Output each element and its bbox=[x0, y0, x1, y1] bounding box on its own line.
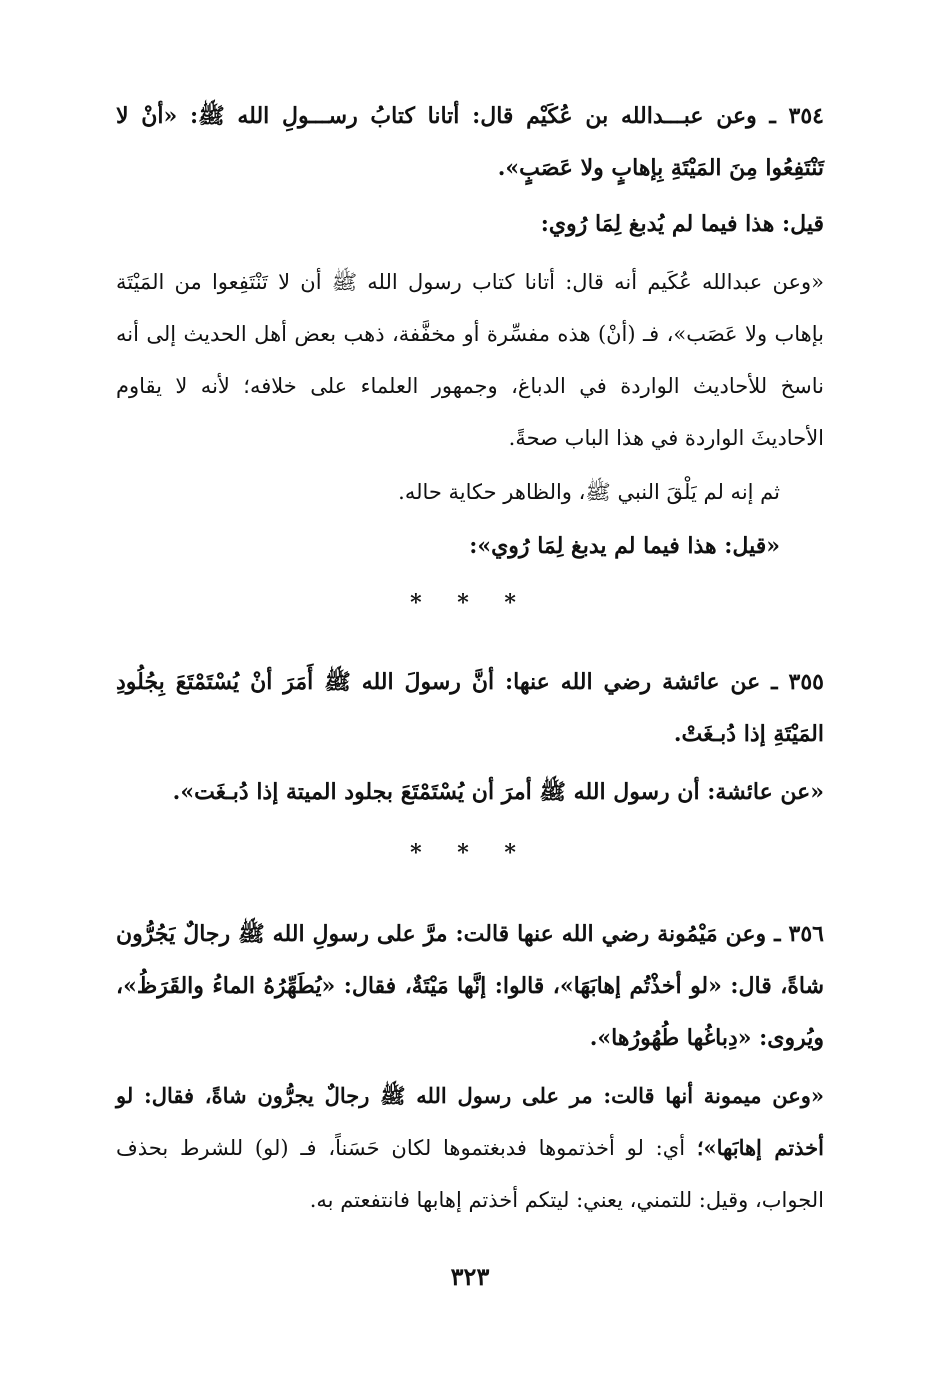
qil2-line: «قيل: هذا فيما لم يدبغ لِمَا رُوي»: bbox=[469, 533, 780, 559]
commentary-quote: «وعن ميمونة أنها قالت: مر على رسول الله ﷺ رجالٌ يجرُّون شاةً، فقال: لو أخذتم إهابَها»؛ bbox=[116, 1083, 824, 1160]
page-number: ٣٢٣ bbox=[450, 1262, 490, 1291]
hadith-356-commentary bbox=[116, 1070, 824, 1226]
hadith-354-qil bbox=[116, 198, 824, 250]
hadith-354-qil2 bbox=[116, 520, 780, 572]
hadith-355 bbox=[116, 656, 824, 760]
commentary-text: «وعن عبدالله عُكَيم أنه قال: أتانا كتاب رسول الله ﷺ أن لا تَنْتَفِعوا من المَيْتَة بإهاب ولا عَصَب»، فـ (أنْ) هذه مفسِّرة أو مخفَّفة، ذهب بعض أهل الحديث إلى أنه ناسخ للأحاديث الواردة في الدباغ، وجمهور العلماء على خلافه؛ لأنه لا يقاوم الأحاديثَ الواردة في هذا الباب صحةً. bbox=[116, 270, 824, 450]
hadith-354-commentary bbox=[116, 256, 824, 464]
hadith-355-commentary bbox=[116, 766, 824, 818]
hadith-356-commentary-text bbox=[116, 1070, 824, 1226]
hadith-354-thumma bbox=[116, 466, 780, 518]
hadith-355-text: ٣٥٥ ـ عن عائشة رضي الله عنها: أنَّ رسولَ الله ﷺ أَمَرَ أنْ يُسْتَمْتَعَ بِجُلُودِ المَيْتَةِ إذا دُبـغَتْ. bbox=[116, 669, 824, 747]
hadith-354-text: ٣٥٤ ـ وعن عبـــدالله بن عُكَيْم قال: أتانا كتابُ رســـولِ الله ﷺ: «أنْ لا تَنْتَفِعُوا مِنَ المَيْتَةِ بِإهابٍ ولا عَصَبٍ». bbox=[116, 103, 824, 181]
hadith-354 bbox=[116, 90, 824, 194]
qil-line: قيل: هذا فيما لم يُدبغ لِمَا رُوي: bbox=[540, 211, 824, 237]
thumma-line: ثم إنه لم يَلْقَ النبي ﷺ، والظاهر حكاية حاله. bbox=[398, 480, 780, 504]
section-separator: * * * bbox=[410, 590, 530, 616]
section-separator: * * * bbox=[410, 840, 530, 866]
hadith-355-commentary-text: «عن عائشة: أن رسول الله ﷺ أمرَ أن يُسْتَمْتَعَ بجلود الميتة إذا دُبـغَت». bbox=[172, 779, 824, 805]
commentary-explanation: أي: لو أخذتموها فدبغتموها لكان حَسَناً، فـ (لو) للشرط بحذف الجواب، وقيل: للتمني، يعني: ليتكم أخذتم إهابها فانتفعتم به. bbox=[116, 1136, 824, 1212]
hadith-356-text: ٣٥٦ ـ وعن مَيْمُونة رضي الله عنها قالت: مرَّ على رسولِ الله ﷺ رجالٌ يَجُرُّون شاةً، قال: «لو أخذْتُم إهابَهَا»، قالوا: إنَّها مَيْتَةٌ، فقال: «يُطَهِّرُهُ الماءُ والقَرَظُ»، ويُروى: «دِباغُها طُهُورُها». bbox=[116, 921, 824, 1051]
hadith-356 bbox=[116, 908, 824, 1064]
